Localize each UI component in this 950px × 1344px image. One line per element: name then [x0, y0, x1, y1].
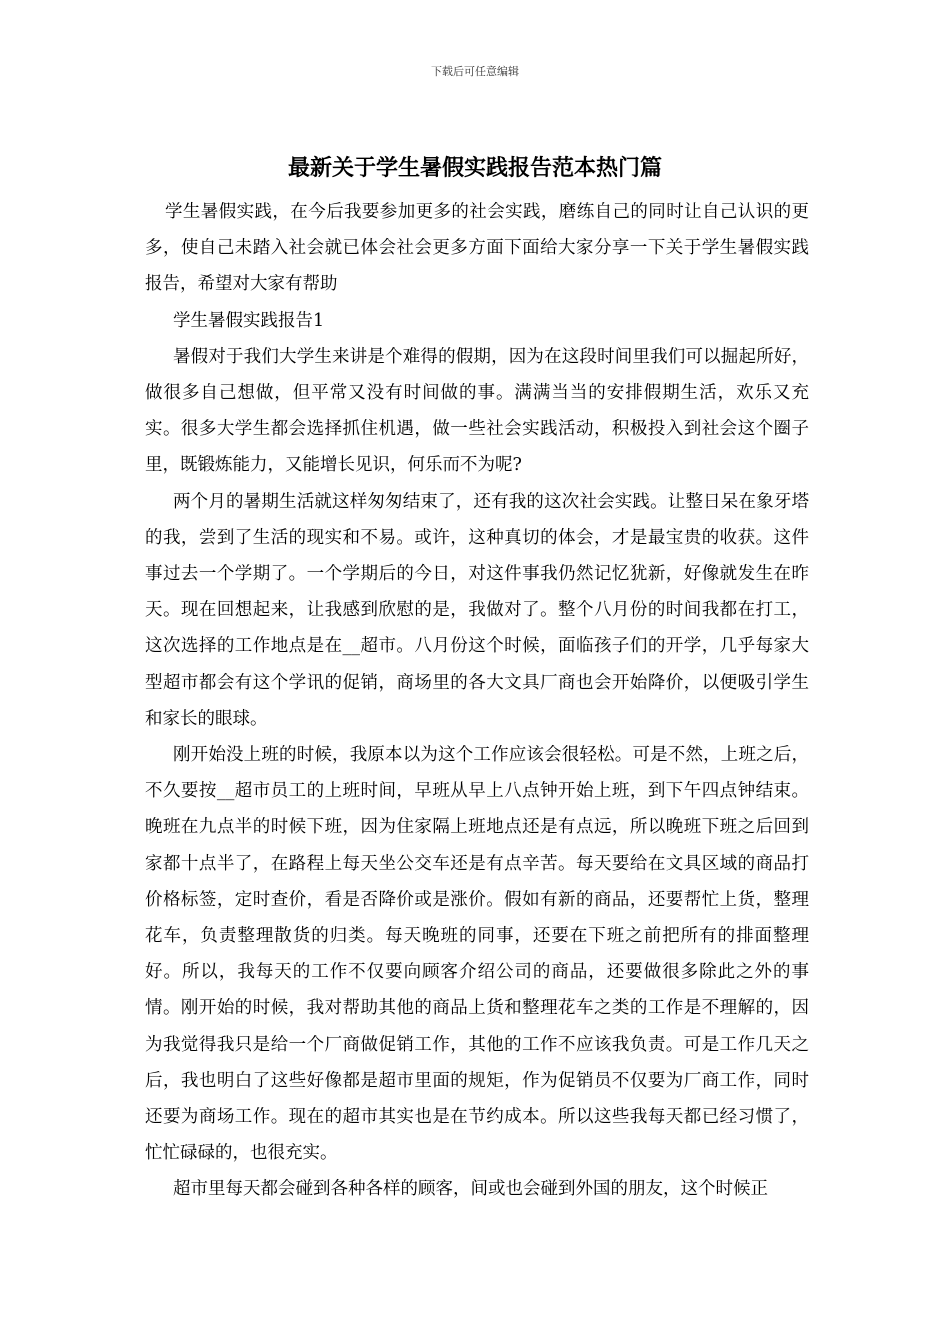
body-paragraph: 超市里每天都会碰到各种各样的顾客，间或也会碰到外国的朋友，这个时候正: [173, 1179, 768, 1200]
document-body: [145, 194, 809, 1208]
body-paragraph: 暑假对于我们大学生来讲是个难得的假期，因为在这段时间里我们可以掘起所好，做很多自己想做，但平常又没有时间做的事。满满当当的安排假期生活，欢乐又充实。很多大学生都会选择抓住机遇，做一些社会实践活动，积极投入到社会这个圈子里，既锻炼能力，又能增长见识，何乐而不为呢?: [145, 346, 809, 476]
section-heading: 学生暑假实践报告1: [173, 310, 325, 331]
body-paragraph: 两个月的暑期生活就这样匆匆结束了，还有我的这次社会实践。让整日呆在象牙塔的我，尝到了生活的现实和不易。或许，这种真切的体会，才是最宝贵的收获。这件事过去一个学期了。一个学期后的今日，对这件事我仍然记忆犹新，好像就发生在昨天。现在回想起来，让我感到欣慰的是，我做对了。整个八月份的时间我都在打工，这次选择的工作地点是在__超市。八月份这个时候，面临孩子们的开学，几乎每家大型超市都会有这个学讯的促销，商场里的各大文具厂商也会开始降价，以便吸引学生和家长的眼球。: [145, 491, 809, 729]
intro-paragraph: 学生暑假实践，在今后我要参加更多的社会实践，磨练自己的同时让自己认识的更多，使自己未踏入社会就已体会社会更多方面下面给大家分享一下关于学生暑假实践报告，希望对大家有帮助: [145, 202, 809, 295]
document-title: 最新关于学生暑假实践报告范本热门篇: [287, 155, 662, 181]
body-paragraph: 刚开始没上班的时候，我原本以为这个工作应该会很轻松。可是不然，上班之后，不久要按__超市员工的上班时间，早班从早上八点钟开始上班，到下午四点钟结束。晚班在九点半的时候下班，因为住家隔上班地点还是有点远，所以晚班下班之后回到家都十点半了，在路程上每天坐公交车还是有点辛苦。每天要给在文具区域的商品打价格标签，定时查价，看是否降价或是涨价。假如有新的商品，还要帮忙上货，整理花车，负责整理散货的归类。每天晚班的同事，还要在下班之前把所有的排面整理好。所以，我每天的工作不仅要向顾客介绍公司的商品，还要做很多除此之外的事情。刚开始的时候，我对帮助其他的商品上货和整理花车之类的工作是不理解的，因为我觉得我只是给一个厂商做促销工作，其他的工作不应该我负责。可是工作几天之后，我也明白了这些好像都是超市里面的规矩，作为促销员不仅要为厂商工作，同时还要为商场工作。现在的超市其实也是在节约成本。所以这些我每天都已经习惯了，忙忙碌碌的，也很充实。: [145, 745, 809, 1164]
header-note: 下载后可任意编辑: [431, 65, 519, 78]
